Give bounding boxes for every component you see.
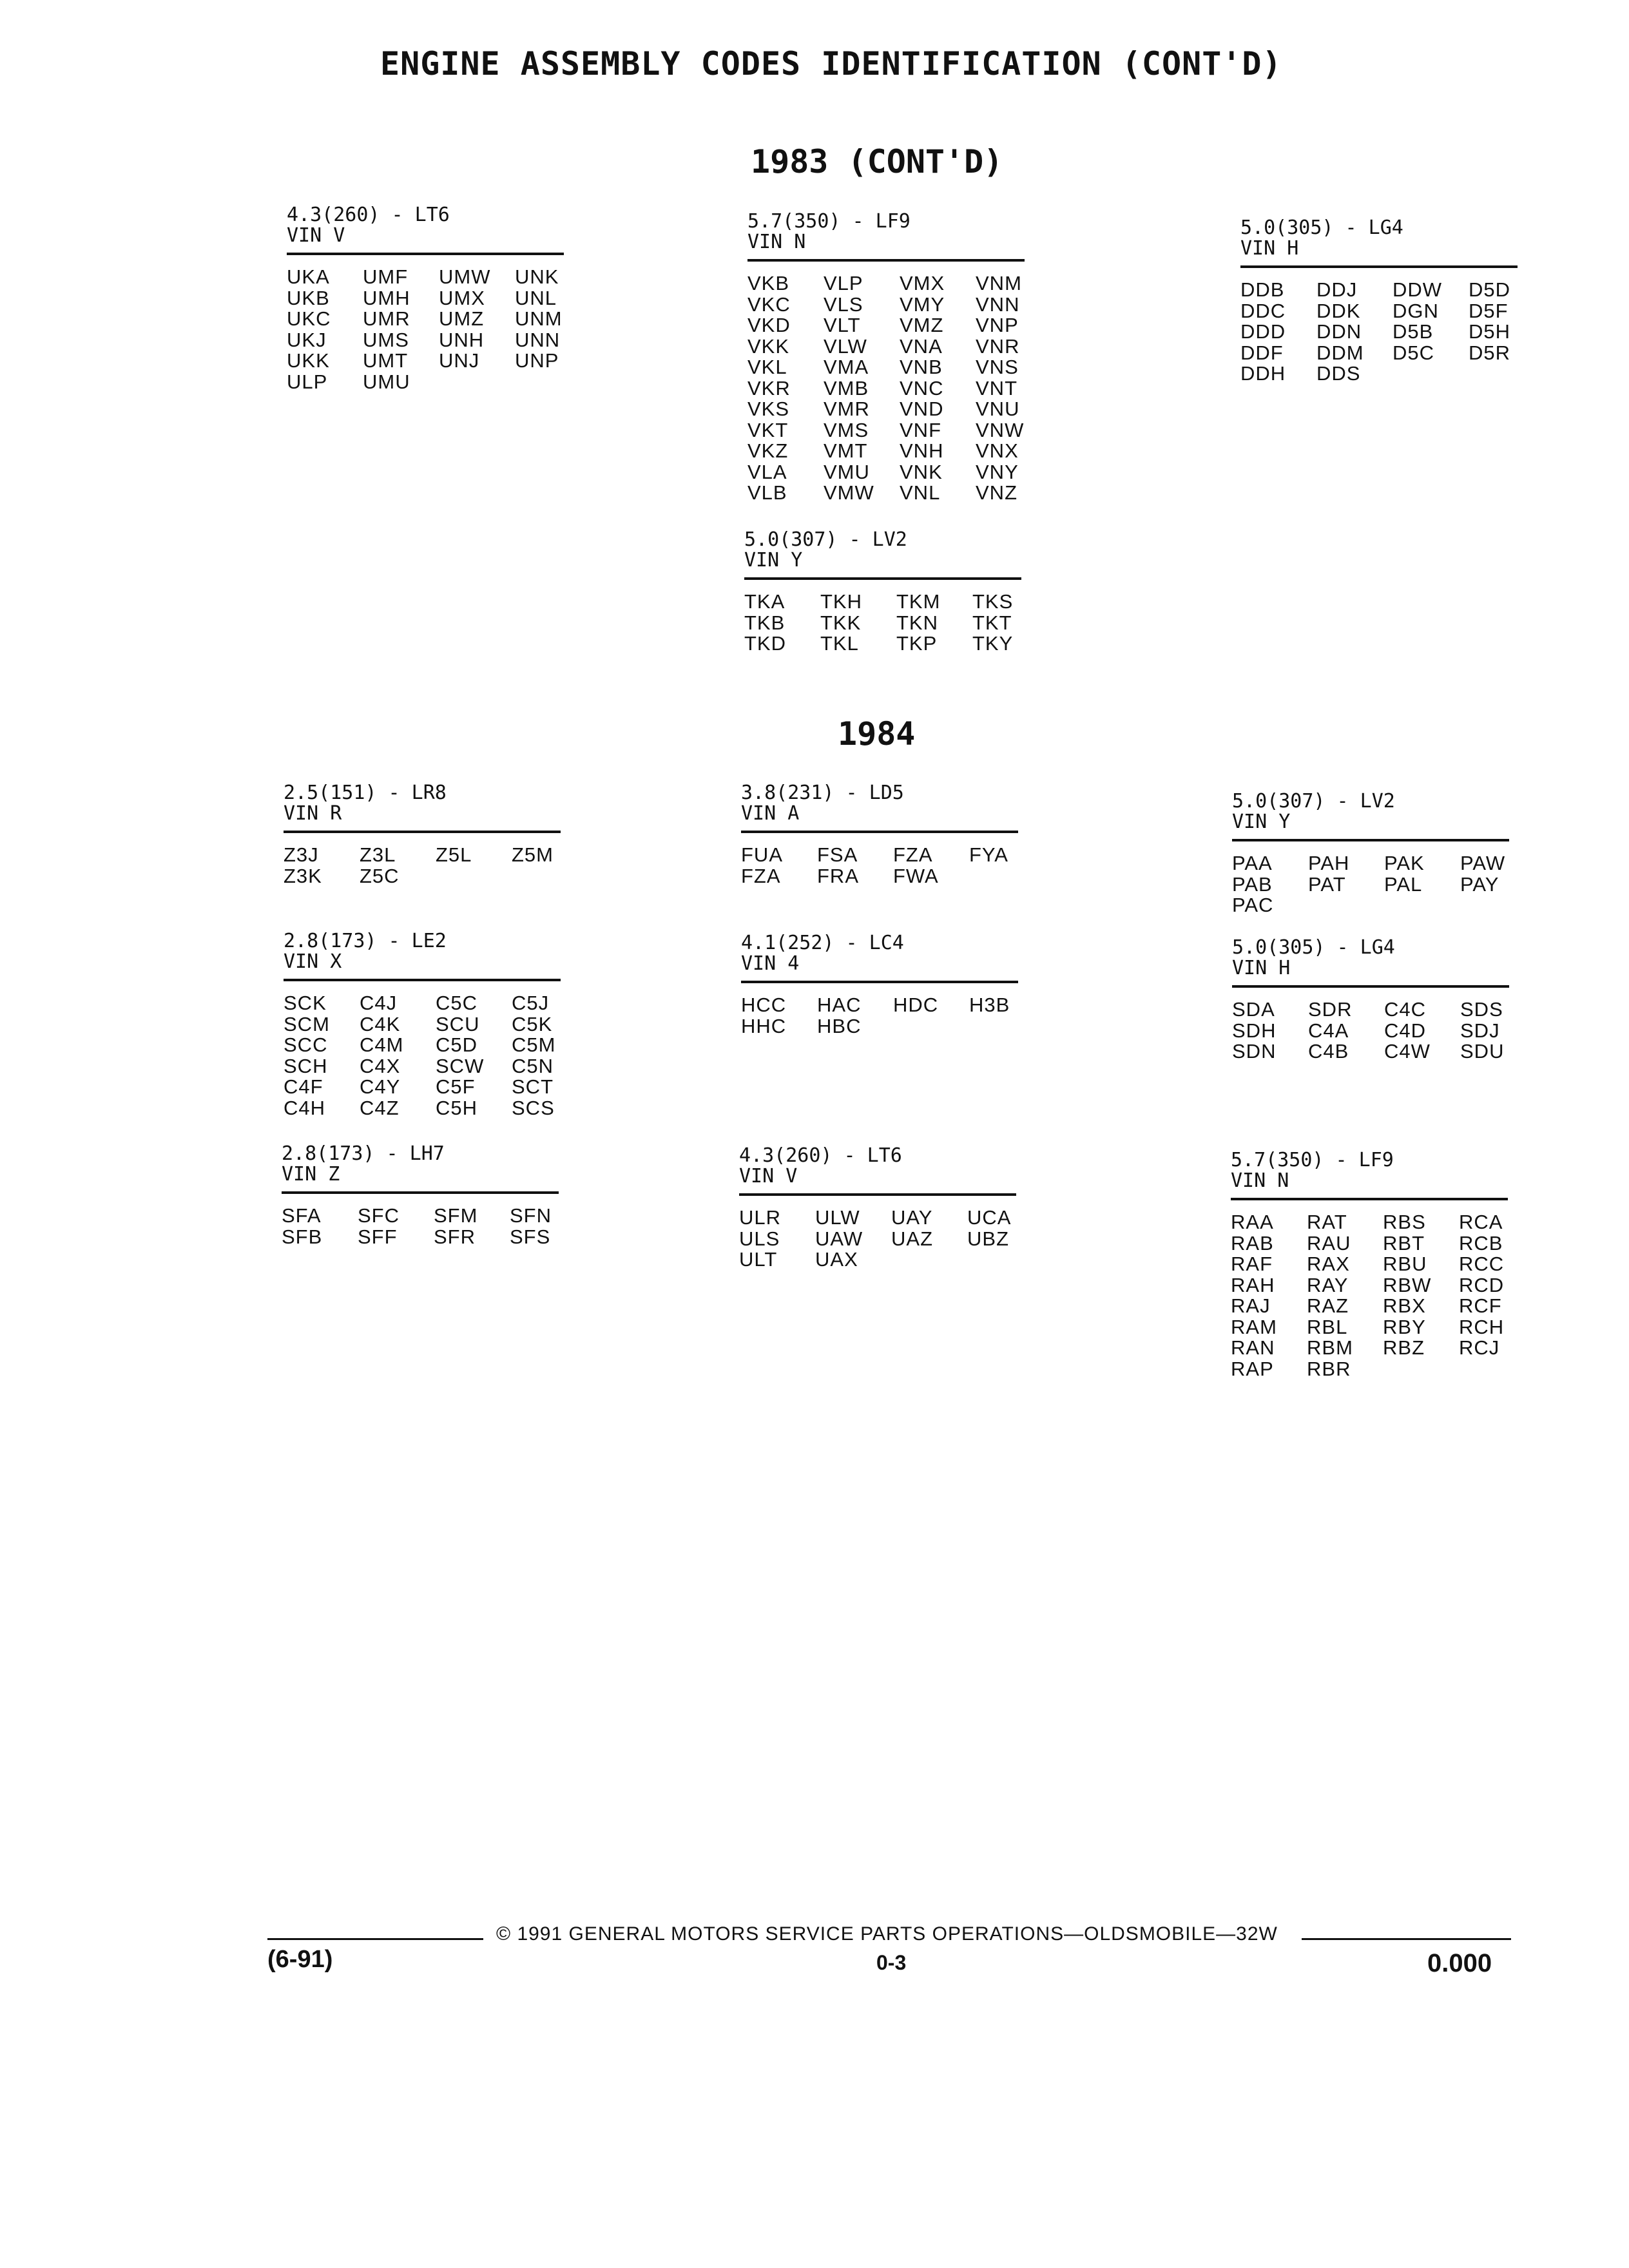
engine-code: SCK <box>284 992 327 1014</box>
engine-code: C5D <box>436 1033 478 1056</box>
engine-code: ULP <box>287 370 328 393</box>
engine-code: RAN <box>1231 1336 1275 1359</box>
engine-code: VNB <box>900 356 943 378</box>
engine-code: UMW <box>439 265 491 288</box>
engine-code: H3B <box>969 994 1010 1016</box>
engine-code: VKC <box>747 293 791 316</box>
engine-code: SDU <box>1460 1040 1505 1062</box>
engine-code: PAL <box>1384 872 1423 896</box>
engine-code: C5F <box>436 1075 476 1098</box>
engine-label: 4.1(252) - LC4 <box>741 932 904 954</box>
engine-code: SDS <box>1460 998 1503 1021</box>
engine-block-1984-ld5 <box>741 783 1018 887</box>
engine-code: C4D <box>1384 1019 1427 1042</box>
engine-code: SCW <box>436 1054 485 1077</box>
engine-code: RBM <box>1307 1336 1353 1359</box>
engine-label: 5.0(307) - LV2 <box>744 528 907 551</box>
engine-code: VMT <box>824 439 868 462</box>
code-grid <box>1240 280 1518 385</box>
footer-date: (6-91) <box>267 1946 333 1973</box>
engine-code: FZA <box>893 843 933 866</box>
engine-code: VNF <box>900 418 941 441</box>
engine-code: RBX <box>1383 1294 1426 1317</box>
code-grid <box>1231 1212 1508 1379</box>
engine-code: C4F <box>284 1075 323 1098</box>
engine-code: RAY <box>1307 1273 1349 1296</box>
engine-code: VMR <box>824 398 870 420</box>
engine-code: VNU <box>976 398 1020 420</box>
year-heading-1984: 1984 <box>838 715 916 753</box>
engine-code: DDH <box>1240 362 1286 385</box>
engine-code: RCF <box>1459 1294 1502 1317</box>
engine-code: Z5L <box>436 843 472 866</box>
engine-code: UMX <box>439 286 485 309</box>
engine-code: VNR <box>976 334 1020 358</box>
engine-code: TKD <box>744 632 786 655</box>
engine-code: VLB <box>747 481 787 504</box>
engine-code: C5C <box>436 992 478 1014</box>
engine-code: ULS <box>739 1227 780 1250</box>
engine-code: D5C <box>1393 341 1435 364</box>
engine-code: Z3K <box>284 864 322 887</box>
engine-code: PAA <box>1232 852 1273 874</box>
divider <box>741 831 1018 833</box>
engine-code: UNN <box>515 328 561 351</box>
engine-code: PAY <box>1460 872 1499 896</box>
engine-code: RAU <box>1307 1231 1351 1254</box>
vin-label: VIN Y <box>744 549 803 572</box>
engine-code: UKJ <box>287 328 327 351</box>
engine-label: 5.0(307) - LV2 <box>1232 790 1395 812</box>
engine-code: SFF <box>358 1225 398 1248</box>
engine-code: DDW <box>1393 278 1443 301</box>
engine-code: VKB <box>747 272 790 294</box>
engine-code: C5J <box>512 992 550 1014</box>
engine-code: C4B <box>1308 1040 1349 1062</box>
engine-code: VKS <box>747 398 790 420</box>
engine-code: VMX <box>900 272 945 294</box>
engine-code: D5D <box>1469 278 1511 301</box>
code-grid <box>1232 999 1509 1062</box>
vin-label: VIN Z <box>282 1163 340 1186</box>
engine-code: DDD <box>1240 320 1286 343</box>
engine-code: RBU <box>1383 1253 1427 1275</box>
engine-code: UNH <box>439 328 485 351</box>
engine-code: DDN <box>1316 320 1362 343</box>
code-grid <box>739 1207 1016 1271</box>
code-grid <box>1232 853 1509 916</box>
engine-code: UMF <box>363 265 409 288</box>
engine-code: RAX <box>1307 1253 1350 1275</box>
engine-code: ULT <box>739 1248 778 1271</box>
engine-code: SFB <box>282 1225 323 1248</box>
engine-code: Z3J <box>284 843 319 866</box>
engine-code: RAH <box>1231 1273 1275 1296</box>
vin-label: VIN X <box>284 950 342 973</box>
code-grid <box>282 1206 559 1247</box>
engine-block-1984-lg4 <box>1232 937 1509 1062</box>
engine-code: SCH <box>284 1054 328 1077</box>
engine-code: TKB <box>744 611 786 634</box>
engine-code: SFS <box>510 1225 551 1248</box>
engine-code: RCC <box>1459 1253 1505 1275</box>
engine-code: SFN <box>510 1204 552 1227</box>
engine-block-1984-lc4 <box>741 933 1018 1037</box>
engine-code: VNS <box>976 356 1019 378</box>
engine-code: RBL <box>1307 1315 1348 1338</box>
engine-code: VNP <box>976 314 1019 336</box>
engine-code: PAB <box>1232 872 1273 896</box>
engine-code: SCC <box>284 1033 328 1056</box>
engine-code: VLW <box>824 334 867 358</box>
engine-code: C4J <box>360 992 398 1014</box>
vin-label: VIN N <box>747 231 806 253</box>
engine-code: UMZ <box>439 307 485 330</box>
engine-code: UKK <box>287 349 330 372</box>
engine-code: D5B <box>1393 320 1434 343</box>
divider <box>284 831 561 833</box>
footer-rule-left <box>267 1938 483 1940</box>
engine-code: FZA <box>741 864 781 887</box>
engine-code: RAZ <box>1307 1294 1349 1317</box>
engine-code: VNK <box>900 460 943 483</box>
engine-code: VKZ <box>747 439 789 462</box>
engine-block-1984-lh7 <box>282 1144 559 1247</box>
engine-code: D5F <box>1469 299 1509 322</box>
engine-code: PAT <box>1308 872 1346 896</box>
engine-code: RBY <box>1383 1315 1426 1338</box>
engine-code: TKA <box>744 590 786 613</box>
engine-code: D5R <box>1469 341 1511 364</box>
engine-code: ULW <box>815 1206 860 1229</box>
engine-label: 2.8(173) - LH7 <box>282 1142 445 1165</box>
engine-code: RCD <box>1459 1273 1505 1296</box>
engine-code: C4X <box>360 1054 401 1077</box>
year-heading-1983: 1983 (CONT'D) <box>751 143 1003 180</box>
engine-code: UKC <box>287 307 331 330</box>
vin-label: VIN Y <box>1232 811 1291 833</box>
engine-code: C5N <box>512 1054 554 1077</box>
vin-label: VIN A <box>741 802 800 825</box>
divider <box>1240 265 1518 268</box>
engine-code: UBZ <box>967 1227 1009 1250</box>
engine-code: TKH <box>820 590 862 613</box>
engine-code: VLP <box>824 272 863 294</box>
engine-code: D5H <box>1469 320 1511 343</box>
engine-code: RAP <box>1231 1357 1274 1380</box>
engine-label: 5.7(350) - LF9 <box>747 210 911 233</box>
code-grid <box>741 995 1018 1037</box>
code-grid <box>741 845 1018 887</box>
engine-code: RAM <box>1231 1315 1277 1338</box>
engine-code: UMR <box>363 307 410 330</box>
engine-code: VKK <box>747 334 790 358</box>
engine-code: UNJ <box>439 349 480 372</box>
engine-code: DDS <box>1316 362 1361 385</box>
engine-block-1984-le2 <box>284 931 561 1119</box>
engine-code: UAX <box>815 1248 858 1271</box>
engine-code: UMH <box>363 286 410 309</box>
engine-code: UNP <box>515 349 559 372</box>
engine-code: RAT <box>1307 1211 1347 1233</box>
engine-code: C4Z <box>360 1096 400 1119</box>
engine-code: SFC <box>358 1204 400 1227</box>
engine-label: 3.8(231) - LD5 <box>741 782 904 804</box>
divider <box>282 1191 559 1194</box>
engine-code: RAA <box>1231 1211 1274 1233</box>
engine-label: 4.3(260) - LT6 <box>739 1144 902 1167</box>
engine-code: VMA <box>824 356 869 378</box>
engine-code: ULR <box>739 1206 782 1229</box>
engine-code: UKA <box>287 265 330 288</box>
engine-code: C4K <box>360 1012 401 1035</box>
engine-code: TKN <box>896 611 938 634</box>
engine-block-1983-lt6 <box>287 205 564 392</box>
engine-code: HDC <box>893 994 939 1016</box>
engine-label: 5.0(305) - LG4 <box>1240 216 1403 239</box>
vin-label: VIN N <box>1231 1169 1289 1192</box>
engine-code: VLT <box>824 314 861 336</box>
engine-code: RAB <box>1231 1231 1274 1254</box>
vin-label: VIN V <box>739 1165 798 1187</box>
engine-code: DDF <box>1240 341 1284 364</box>
engine-code: PAC <box>1232 894 1274 916</box>
engine-code: UKB <box>287 286 330 309</box>
engine-block-1984-lv2 <box>1232 791 1509 916</box>
engine-block-1983-lf9 <box>747 211 1025 504</box>
engine-code: TKP <box>896 632 938 655</box>
engine-code: RBT <box>1383 1231 1425 1254</box>
divider <box>1232 985 1509 988</box>
engine-code: SCS <box>512 1096 555 1119</box>
vin-label: VIN H <box>1232 957 1291 979</box>
engine-code: Z5C <box>360 864 400 887</box>
engine-code: VNN <box>976 293 1020 316</box>
engine-block-1983-lg4 <box>1240 218 1518 385</box>
engine-code: VNX <box>976 439 1019 462</box>
engine-code: VNW <box>976 418 1025 441</box>
engine-code: SCU <box>436 1012 480 1035</box>
divider <box>741 981 1018 983</box>
engine-code: C5M <box>512 1033 556 1056</box>
page-title: ENGINE ASSEMBLY CODES IDENTIFICATION (CONT'D) <box>380 45 1282 82</box>
engine-code: VNC <box>900 376 944 399</box>
vin-label: VIN H <box>1240 237 1299 260</box>
engine-code: VNL <box>900 481 941 504</box>
engine-code: VMY <box>900 293 945 316</box>
engine-code: SCM <box>284 1012 330 1035</box>
engine-code: UAY <box>891 1206 933 1229</box>
footer-copyright: © 1991 GENERAL MOTORS SERVICE PARTS OPERATIONS—OLDSMOBILE—32W <box>496 1923 1278 1945</box>
vin-label: VIN R <box>284 802 342 825</box>
engine-code: SDN <box>1232 1040 1277 1062</box>
engine-code: HCC <box>741 994 787 1016</box>
engine-code: C4Y <box>360 1075 401 1098</box>
footer-code-number: 0.000 <box>1427 1949 1492 1977</box>
code-grid <box>744 591 1021 655</box>
engine-label: 4.3(260) - LT6 <box>287 204 450 226</box>
engine-code: C4C <box>1384 998 1427 1021</box>
engine-code: VLS <box>824 293 863 316</box>
engine-code: UCA <box>967 1206 1012 1229</box>
engine-code: RBW <box>1383 1273 1432 1296</box>
engine-code: VNT <box>976 376 1017 399</box>
engine-code: TKK <box>820 611 862 634</box>
engine-code: VMW <box>824 481 874 504</box>
engine-code: UNM <box>515 307 563 330</box>
engine-code: TKL <box>820 632 859 655</box>
engine-code: FYA <box>969 843 1008 866</box>
engine-code: VNM <box>976 272 1022 294</box>
engine-block-1983-lv2 <box>744 530 1021 655</box>
engine-code: SFA <box>282 1204 322 1227</box>
engine-code: RAJ <box>1231 1294 1271 1317</box>
code-grid <box>287 267 564 392</box>
engine-code: FSA <box>817 843 858 866</box>
engine-code: DGN <box>1393 299 1439 322</box>
engine-code: UAW <box>815 1227 863 1250</box>
engine-code: TKT <box>972 611 1012 634</box>
engine-code: UMU <box>363 370 410 393</box>
code-grid <box>284 993 561 1119</box>
engine-code: VMS <box>824 418 869 441</box>
engine-label: 5.7(350) - LF9 <box>1231 1149 1394 1171</box>
engine-code: VND <box>900 398 944 420</box>
engine-code: HAC <box>817 994 862 1016</box>
engine-code: FWA <box>893 864 939 887</box>
engine-code: RBS <box>1383 1211 1426 1233</box>
engine-code: PAH <box>1308 852 1350 874</box>
engine-code: DDM <box>1316 341 1364 364</box>
engine-code: FRA <box>817 864 859 887</box>
engine-code: VMZ <box>900 314 944 336</box>
engine-code: HBC <box>817 1014 862 1037</box>
engine-code: UMS <box>363 328 409 351</box>
divider <box>744 577 1021 580</box>
code-grid <box>747 273 1025 504</box>
engine-code: DDJ <box>1316 278 1358 301</box>
divider <box>1232 839 1509 841</box>
engine-label: 5.0(305) - LG4 <box>1232 936 1395 959</box>
engine-code: PAW <box>1460 852 1506 874</box>
engine-code: FUA <box>741 843 783 866</box>
engine-code: PAK <box>1384 852 1425 874</box>
engine-code: VNY <box>976 460 1019 483</box>
engine-label: 2.5(151) - LR8 <box>284 782 447 804</box>
engine-code: VKR <box>747 376 791 399</box>
engine-code: C4H <box>284 1096 326 1119</box>
engine-code: RCJ <box>1459 1336 1500 1359</box>
engine-code: SDH <box>1232 1019 1277 1042</box>
engine-code: C4A <box>1308 1019 1349 1042</box>
footer-page-number: 0-3 <box>876 1951 907 1974</box>
engine-code: RCB <box>1459 1231 1503 1254</box>
engine-code: C4M <box>360 1033 404 1056</box>
engine-code: Z3L <box>360 843 396 866</box>
engine-code: C4W <box>1384 1040 1431 1062</box>
engine-code: SDA <box>1232 998 1275 1021</box>
engine-code: VKD <box>747 314 791 336</box>
engine-code: RBZ <box>1383 1336 1425 1359</box>
vin-label: VIN 4 <box>741 952 800 975</box>
engine-code: UNL <box>515 286 557 309</box>
engine-code: SFM <box>434 1204 478 1227</box>
engine-code: RCA <box>1459 1211 1503 1233</box>
engine-code: VNA <box>900 334 943 358</box>
engine-code: SDR <box>1308 998 1353 1021</box>
engine-block-1984-lf9 <box>1231 1150 1508 1379</box>
engine-code: DDB <box>1240 278 1285 301</box>
engine-code: C5K <box>512 1012 553 1035</box>
engine-code: VKL <box>747 356 787 378</box>
engine-label: 2.8(173) - LE2 <box>284 930 447 952</box>
engine-code: SCT <box>512 1075 554 1098</box>
engine-code: VMU <box>824 460 870 483</box>
engine-code: Z5M <box>512 843 554 866</box>
engine-code: SFR <box>434 1225 476 1248</box>
engine-block-1984-lt6 <box>739 1146 1016 1271</box>
engine-code: RAF <box>1231 1253 1273 1275</box>
vin-label: VIN V <box>287 224 345 247</box>
engine-code: TKS <box>972 590 1014 613</box>
divider <box>287 253 564 255</box>
engine-code: RBR <box>1307 1357 1351 1380</box>
engine-code: C5H <box>436 1096 478 1119</box>
code-grid <box>284 845 561 887</box>
engine-code: DDC <box>1240 299 1286 322</box>
engine-code: TKY <box>972 632 1014 655</box>
engine-code: UAZ <box>891 1227 933 1250</box>
engine-code: DDK <box>1316 299 1361 322</box>
divider <box>1231 1198 1508 1200</box>
engine-code: UMT <box>363 349 409 372</box>
engine-code: VMB <box>824 376 869 399</box>
engine-code: VNZ <box>976 481 1017 504</box>
engine-code: SDJ <box>1460 1019 1500 1042</box>
divider <box>739 1193 1016 1196</box>
engine-block-1984-lr8 <box>284 783 561 887</box>
engine-code: RCH <box>1459 1315 1505 1338</box>
engine-code: HHC <box>741 1014 787 1037</box>
footer-rule-right <box>1302 1938 1511 1940</box>
engine-code: VNH <box>900 439 944 462</box>
divider <box>747 259 1025 262</box>
engine-code: VLA <box>747 460 787 483</box>
divider <box>284 979 561 981</box>
engine-code: VKT <box>747 418 789 441</box>
engine-code: UNK <box>515 265 559 288</box>
engine-code: TKM <box>896 590 941 613</box>
